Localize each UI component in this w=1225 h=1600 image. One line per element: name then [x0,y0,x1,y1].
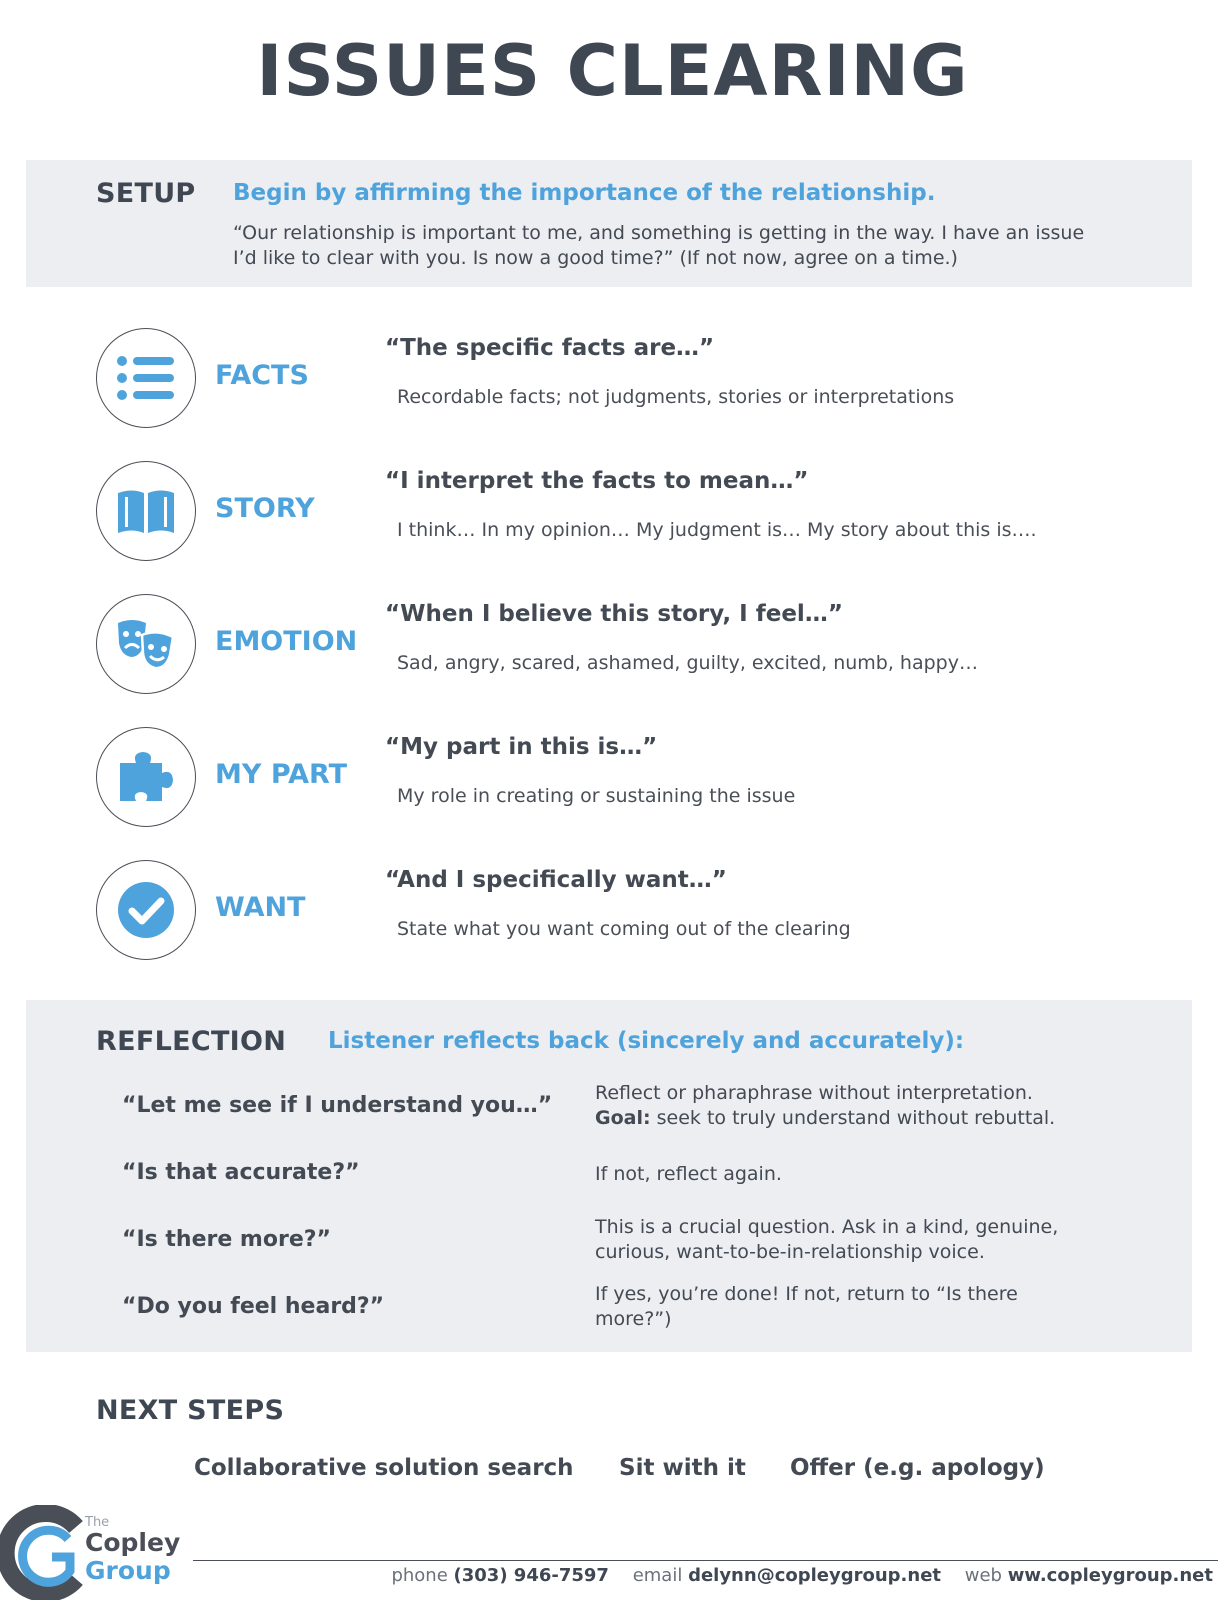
step-facts [0,328,1225,448]
reflection-answer [595,1282,1135,1332]
reflection-answer-line: more?”) [595,1308,672,1330]
step-label-emotion: EMOTION [215,626,358,657]
reflection-answer-line: Reflect or pharaphrase without interpretation. [595,1082,1033,1104]
step-label-story: STORY [215,493,315,524]
setup-heading: Begin by affirming the importance of the relationship. [233,180,936,206]
step-phrase-want: “And I specifically want…” [385,867,727,893]
reflection-question: “Is that accurate?” [122,1160,360,1185]
next-step-item: Collaborative solution search [194,1455,574,1481]
step-story [0,461,1225,581]
email-label: email [632,1565,683,1586]
logo-group: Group [85,1556,171,1585]
setup-quote-line-2: I’d like to clear with you. Is now a good time?” (If not now, agree on a time.) [233,247,958,269]
step-desc-story: I think… In my opinion… My judgment is… My story about this is…. [397,519,1037,541]
reflection-heading: Listener reflects back (sincerely and accurately): [328,1028,965,1054]
step-my-part [0,727,1225,847]
book-icon [96,461,196,561]
logo-copley: Copley [85,1528,181,1557]
reflection-answer [595,1215,1135,1265]
step-desc-my-part: My role in creating or sustaining the issue [397,785,796,807]
step-label-facts: FACTS [215,360,309,391]
reflection-answer [595,1162,1135,1187]
email-address: delynn@copleygroup.net [688,1565,942,1586]
step-phrase-emotion: “When I believe this story, I feel…” [385,601,843,627]
setup-quote-line-1: “Our relationship is important to me, and something is getting in the way. I have an issue [233,222,1085,244]
step-phrase-story: “I interpret the facts to mean…” [385,468,809,494]
step-desc-emotion: Sad, angry, scared, ashamed, guilty, excited, numb, happy… [397,652,978,674]
step-want [0,860,1225,980]
phone-label: phone [391,1565,448,1586]
reflection-answer-line: curious, want-to-be-in-relationship voice. [595,1241,985,1263]
reflection-question: “Is there more?” [122,1227,331,1252]
theater-masks-icon [96,594,196,694]
step-desc-want: State what you want coming out of the clearing [397,918,851,940]
goal-text: seek to truly understand without rebuttal. [650,1107,1056,1129]
footer-contact [391,1565,1213,1586]
reflection-answer-line: If not, reflect again. [595,1163,782,1185]
web-label: web [964,1565,1002,1586]
page-title: ISSUES CLEARING [256,30,969,112]
step-label-my-part: MY PART [215,759,348,790]
logo-the: The [85,1515,110,1530]
goal-label: Goal: [595,1107,651,1129]
setup-label: SETUP [96,178,196,209]
footer-divider [193,1560,1218,1561]
puzzle-piece-icon [96,727,196,827]
reflection-answer-line: This is a crucial question. Ask in a kind, genuine, [595,1216,1059,1238]
reflection-answer-line [595,1106,1135,1131]
reflection-label: REFLECTION [96,1026,287,1057]
step-emotion [0,594,1225,714]
step-label-want: WANT [215,892,306,923]
next-step-item: Sit with it [619,1455,746,1481]
phone-number: (303) 946-7597 [453,1565,609,1586]
list-icon [96,328,196,428]
step-phrase-my-part: “My part in this is…” [385,734,658,760]
next-steps-label: NEXT STEPS [96,1395,285,1426]
step-phrase-facts: “The specific facts are…” [385,335,715,361]
reflection-answer-line: If yes, you’re done! If not, return to “Is there [595,1283,1018,1305]
check-circle-icon [96,860,196,960]
reflection-question: “Do you feel heard?” [122,1294,385,1319]
web-address: ww.copleygroup.net [1007,1565,1213,1586]
step-desc-facts: Recordable facts; not judgments, stories or interpretations [397,386,955,408]
next-step-item: Offer (e.g. apology) [790,1455,1045,1481]
reflection-answer [595,1081,1135,1131]
reflection-question: “Let me see if I understand you…” [122,1093,553,1118]
